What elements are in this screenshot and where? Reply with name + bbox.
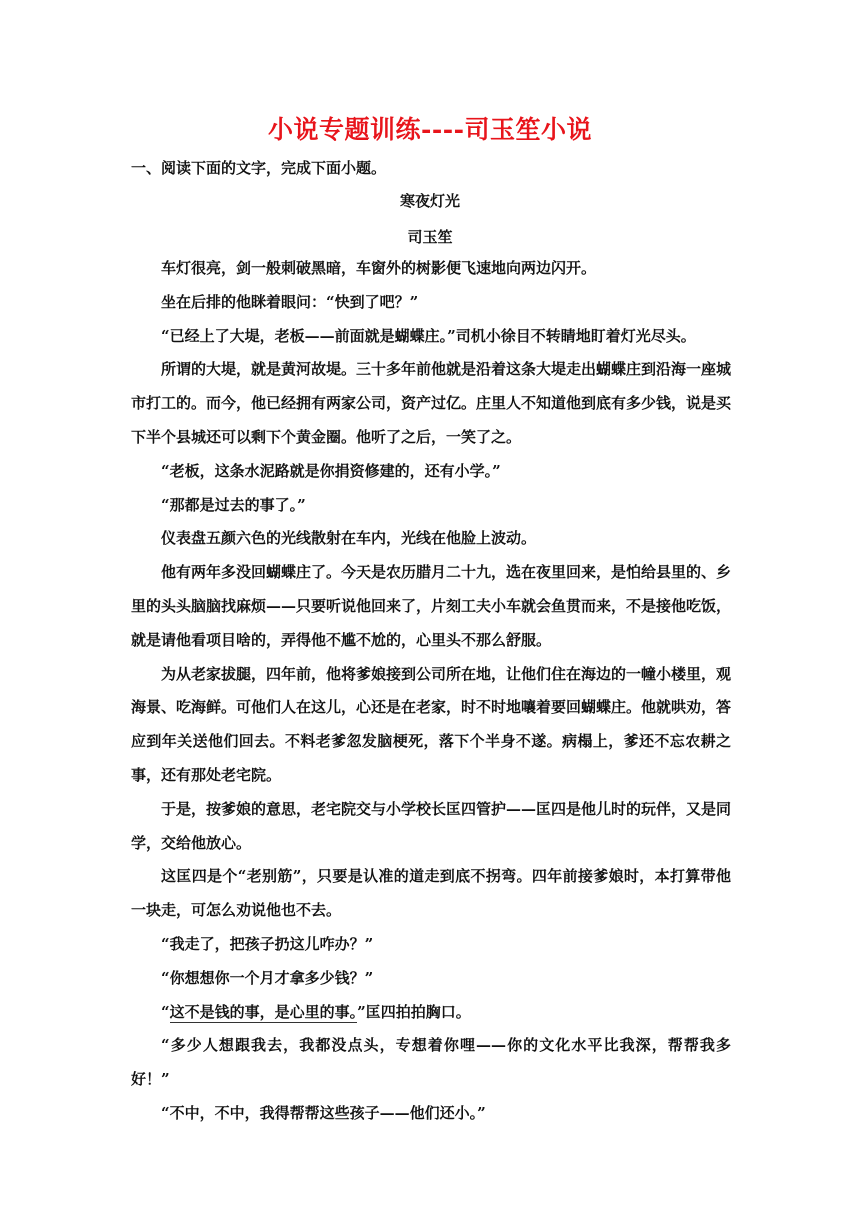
paragraph: “不中，不中，我得帮帮这些孩子——他们还小。” xyxy=(161,1103,486,1122)
paragraph: “那都是过去的事了。” xyxy=(161,495,306,514)
paragraph: 车灯很亮，剑一般刺破黑暗，车窗外的树影便飞速地向两边闪开。 xyxy=(161,259,597,277)
paragraph: 他有两年多没回蝴蝶庄了。今天是农历腊月二十九，选在夜里回来，是怕给县里的、乡里的头头脑脑找麻烦——只要听说他回来了，片刻工夫小车就会鱼贯而来，不是接他吃饭，就是请他看项目啥的，弄得他不尴不尬的，心里头不那么舒服。 xyxy=(131,563,732,649)
paragraph: 坐在后排的他眯着眼问：“快到了吧？” xyxy=(161,292,419,311)
quote-close: ”匡四拍拍胸口。 xyxy=(357,1002,471,1021)
paragraph: 为从老家拔腿，四年前，他将爹娘接到公司所在地，让他们住在海边的一幢小楼里，观海景、吃海鲜。可他们人在这儿，心还是在老家，时不时地嚷着要回蝴蝶庄。他就哄劝，答应到年关送他们回去。不料老爹忽发脑梗死，落下个半身不遂。病榻上，爹还不忘农耕之事，还有那处老宅院。 xyxy=(131,664,732,784)
paragraph: 仪表盘五颜六色的光线散射在车内，光线在他脸上波动。 xyxy=(161,529,537,548)
paragraph: “老板，这条水泥路就是你捐资修建的，还有小学。” xyxy=(161,461,501,480)
document-title: 小说专题训练----司玉笙小说 xyxy=(267,115,592,144)
story-author: 司玉笙 xyxy=(407,228,453,246)
story-title: 寒夜灯光 xyxy=(399,192,460,210)
paragraph: “多少人想跟我去，我都没点头，专想着你哩——你的文化水平比我深，帮帮我多好！” xyxy=(131,1036,731,1089)
story-body xyxy=(131,252,731,1131)
section-heading: 一、阅读下面的文字，完成下面小题。 xyxy=(131,159,387,177)
paragraph: “已经上了大堤，老板——前面就是蝴蝶庄。”司机小徐目不转睛地盯着灯光尽头。 xyxy=(161,326,696,345)
underlined-sentence: 这不是钱的事，是心里的事。 xyxy=(169,1002,358,1021)
paragraph: 所谓的大堤，就是黄河故堤。三十多年前他就是沿着这条大堤走出蝴蝶庄到沿海一座城市打工的。而今，他已经拥有两家公司，资产过亿。庄里人不知道他到底有多少钱，说是买下半个县城还可以剩下个黄金圈。他听了之后，一笑了之。 xyxy=(131,360,732,446)
quote-open: “ xyxy=(161,1002,170,1021)
paragraph-underlined xyxy=(131,996,731,1030)
paragraph: 于是，按爹娘的意思，老宅院交与小学校长匡四管护——匡四是他儿时的玩伴，又是同学，交给他放心。 xyxy=(131,799,732,852)
paragraph: “你想想你一个月才拿多少钱？” xyxy=(161,968,374,987)
paragraph: 这匡四是个“老别筋”，只要是认准的道走到底不拐弯。四年前接爹娘时，本打算带他一块走，可怎么劝说他也不去。 xyxy=(131,867,731,920)
paragraph: “我走了，把孩子扔这儿咋办？” xyxy=(161,934,374,953)
